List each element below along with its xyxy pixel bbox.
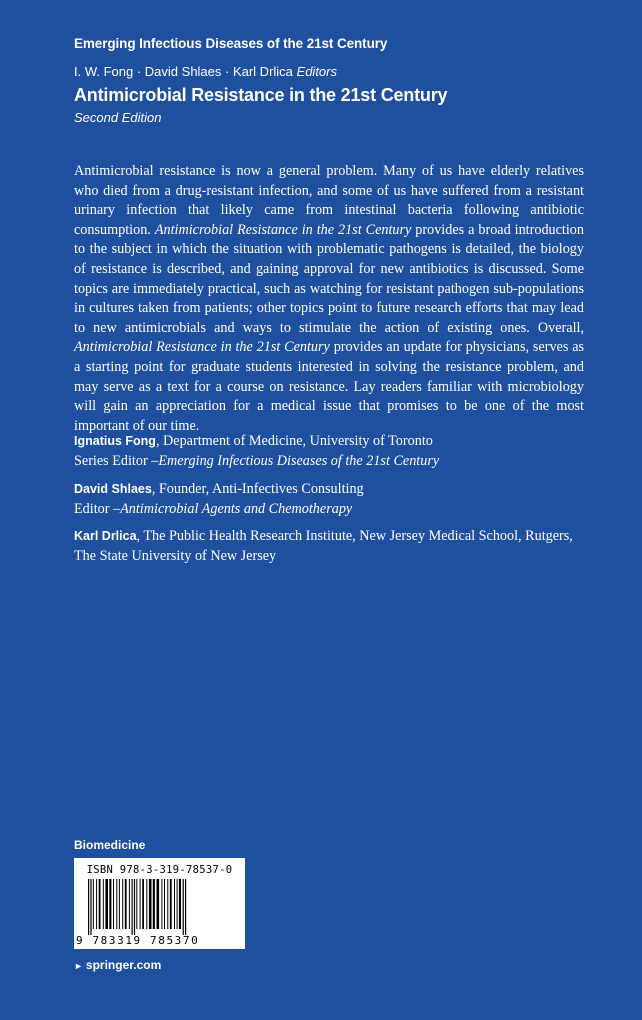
- description-part-3: provides an update for physicians, serves as a starting point for graduate students interested in solving the resistance problem, and may serve as a text for a course on resistance. Lay readers familiar with microbiology will gain an appreciation for a medical issue that promises to be one of the most important of our time.: [74, 339, 585, 434]
- barcode-bar: [119, 879, 120, 929]
- barcode-bar: [109, 879, 111, 929]
- barcode-bar: [185, 879, 186, 935]
- barcode-bar: [99, 879, 101, 929]
- barcode-bar: [103, 879, 104, 929]
- barcode-bar: [170, 879, 172, 929]
- barcode-bar: [167, 879, 168, 929]
- barcode-bar: [105, 879, 108, 929]
- description-part-1: Antimicrobial resistance is now a general problem. Many of us have elderly relatives who died from a drug-resistant infection, and some of us have suffered from a resistant urinary infection that likely came from intestinal bacteria following antibiotic consumption.: [74, 163, 584, 238]
- series-title: Emerging Infectious Diseases of the 21st Century: [74, 36, 388, 51]
- bio-affiliation: , Founder, Anti-Infectives Consulting: [151, 481, 364, 497]
- barcode-bar: [125, 879, 127, 929]
- bio-role-prefix: Editor –: [74, 500, 121, 517]
- barcode-bar: [90, 879, 91, 935]
- description-part-2: provides a broad introduction to the subject in which the situation with problematic pathogens is detailed, the biology of resistance is described, and gaining approval for new antibiotics is discussed. Some topics are immediately practical, such as watching for resistant pathogen sub-populations in cultures taken from patients; other topics point to future research efforts that may lead to new antimicrobials and ways to stimulate the action of existing ones. Overall,: [74, 221, 584, 336]
- bio-name: David Shlaes: [74, 482, 152, 496]
- bio-drlica: [74, 527, 594, 566]
- barcode-bar: [134, 879, 135, 935]
- barcode-bar: [93, 879, 94, 929]
- barcode-bar: [142, 879, 144, 929]
- barcode-bar: [183, 879, 184, 935]
- barcode-bar: [129, 879, 130, 929]
- barcode-bar: [136, 879, 137, 929]
- subject-category: Biomedicine: [74, 838, 146, 852]
- description-title-ref-2: Antimicrobial Resistance in the 21st Century: [74, 339, 330, 356]
- barcode-bar: [179, 879, 181, 929]
- bio-name: Karl Drlica: [74, 529, 137, 543]
- bio-role-prefix: Series Editor –: [74, 452, 159, 469]
- barcode-bar: [116, 879, 117, 929]
- barcode-bar: [177, 879, 178, 929]
- editors-role: Editors: [296, 64, 337, 79]
- barcode-digits: 9 783319 785370: [76, 934, 200, 947]
- barcode-bar: [146, 879, 147, 929]
- barcode-bar: [157, 879, 160, 929]
- editors-line: [74, 64, 337, 79]
- barcode-bar: [153, 879, 155, 929]
- editor-names: I. W. Fong · David Shlaes · Karl Drlica: [74, 64, 293, 79]
- publisher-link[interactable]: [74, 958, 161, 972]
- bio-role-title: Antimicrobial Agents and Chemotherapy: [120, 500, 353, 517]
- publisher-url: springer.com: [85, 958, 162, 972]
- description-title-ref-1: Antimicrobial Resistance in the 21st Century: [154, 221, 412, 238]
- barcode-bar: [122, 879, 123, 929]
- bio-role-title: Emerging Infectious Diseases of the 21st Century: [158, 452, 440, 469]
- bio-affiliation: , The Public Health Research Institute, New Jersey Medical School, Rutgers, The State University of New Jersey: [74, 528, 573, 564]
- barcode-bar: [149, 879, 152, 929]
- bio-affiliation: , Department of Medicine, University of Toronto: [155, 433, 433, 449]
- description: [74, 162, 584, 436]
- barcode-bar: [96, 879, 97, 929]
- barcode-bar: [174, 879, 175, 929]
- book-title: Antimicrobial Resistance in the 21st Century: [74, 85, 448, 105]
- barcode-bar: [113, 879, 114, 929]
- barcode-bar: [164, 879, 165, 929]
- bio-fong: [74, 432, 594, 471]
- bio-shlaes: [74, 480, 594, 519]
- arrow-right-icon: ►: [74, 961, 83, 971]
- bio-name: Ignatius Fong: [74, 434, 156, 448]
- edition-label: Second Edition: [74, 110, 162, 125]
- barcode-bars: [88, 879, 231, 935]
- barcode-bar: [161, 879, 162, 929]
- barcode-bar: [88, 879, 89, 935]
- barcode-bar: [132, 879, 133, 935]
- isbn-barcode: [74, 858, 245, 949]
- isbn-label: ISBN 978-3-319-78537-0: [86, 864, 233, 876]
- barcode-bar: [140, 879, 141, 929]
